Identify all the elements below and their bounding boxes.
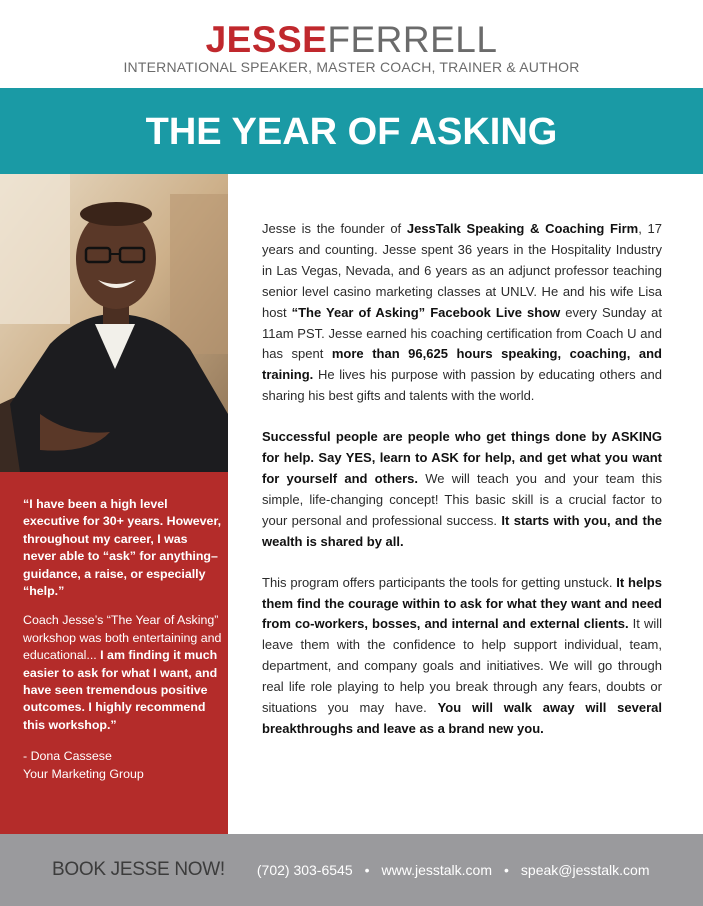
program-courage: It helps them find the courage within to ask for what they want and need from co-workers, bosses, and internal and external clients.: [262, 574, 662, 632]
program-paragraph: [262, 573, 662, 740]
brand-last-name: FERRELL: [327, 19, 498, 60]
program-text-2: It will leave them with the confidence to help support individual, team, department, and company goals and initiatives. We will go through real life role playing to help you break through any fears, doubts or situations you may have.: [262, 616, 663, 716]
phone-number[interactable]: (702) 303-6545: [256, 862, 353, 878]
brand-first-name: JESSE: [205, 19, 328, 60]
bio-text-3: every Sunday at 11am PST. Jesse earned his coaching certification from Coach U and has spent: [262, 304, 662, 362]
program-close: You will walk away will several breakthroughs and leave as a brand new you.: [262, 700, 662, 736]
asking-lead: Successful people are people who get things done by ASKING for help. Say YES, learn to ASK for help, and get what you want for yourself and others.: [262, 429, 662, 486]
bio-text-4: He lives his purpose with passion by educating others and sharing his best gifts and talents with the world.: [262, 367, 662, 404]
email-link[interactable]: speak@jesstalk.com: [520, 862, 650, 878]
portrait-illustration: [0, 174, 228, 472]
bio-hours: more than 96,625 hours speaking, coaching, and training.: [262, 346, 662, 383]
portrait-photo: [0, 174, 228, 472]
brand-name: [0, 20, 703, 60]
asking-close: It starts with you, and the wealth is shared by all.: [262, 512, 662, 549]
main-copy: [262, 219, 662, 760]
bio-text-2: , 17 years and counting. Jesse spent 36 years in the Hospitality Industry in Las Vegas, Nevada, and 6 years as an adjunct professor teaching senior level casino marketing classes at UNLV. He and his wife Lisa host: [262, 221, 662, 320]
footer: [0, 834, 703, 906]
attribution-company: Your Marketing Group: [23, 766, 144, 781]
attribution-name: - Dona Cassese: [23, 749, 112, 764]
book-now-cta[interactable]: BOOK JESSE NOW!: [52, 859, 225, 880]
testimonial-attribution: [23, 748, 223, 783]
testimonial-panel: [0, 472, 228, 834]
footer-contact-row: [52, 856, 693, 884]
bio-paragraph: [262, 219, 662, 407]
testimonial-intro: “I have been a high level executive for 30+ years. However, throughout my career, I was never able to “ask” for anything–guidance, a raise, or especially “help.”: [23, 497, 222, 599]
bio-text-1: Jesse is the founder of: [262, 221, 407, 236]
page-title: THE YEAR OF ASKING: [145, 111, 558, 153]
separator-dot: •: [364, 862, 370, 878]
website-link[interactable]: www.jesstalk.com: [381, 862, 492, 878]
bio-show: “The Year of Asking” Facebook Live show: [291, 304, 561, 320]
testimonial-body-plain: Coach Jesse’s “The Year of Asking” workshop was both entertaining and educational...: [23, 613, 222, 663]
testimonial: [23, 496, 223, 783]
tagline: INTERNATIONAL SPEAKER, MASTER COACH, TRAINER & AUTHOR: [123, 59, 580, 75]
title-banner: [0, 88, 703, 174]
program-text-1: This program offers participants the tools for getting unstuck.: [262, 574, 617, 590]
separator-dot: •: [504, 862, 509, 878]
testimonial-body: [23, 612, 223, 734]
asking-paragraph: [262, 427, 662, 552]
testimonial-body-bold: I am finding it much easier to ask for what I want, and have seen tremendous positive outcomes. I highly recommend this workshop.”: [23, 648, 218, 732]
bio-company: JessTalk Speaking & Coaching Firm: [406, 221, 639, 236]
asking-text: We will teach you and your team this simple, life-changing concept! This basic skill is a crucial factor to your personal and professional success.: [262, 470, 662, 528]
header: [0, 0, 703, 88]
